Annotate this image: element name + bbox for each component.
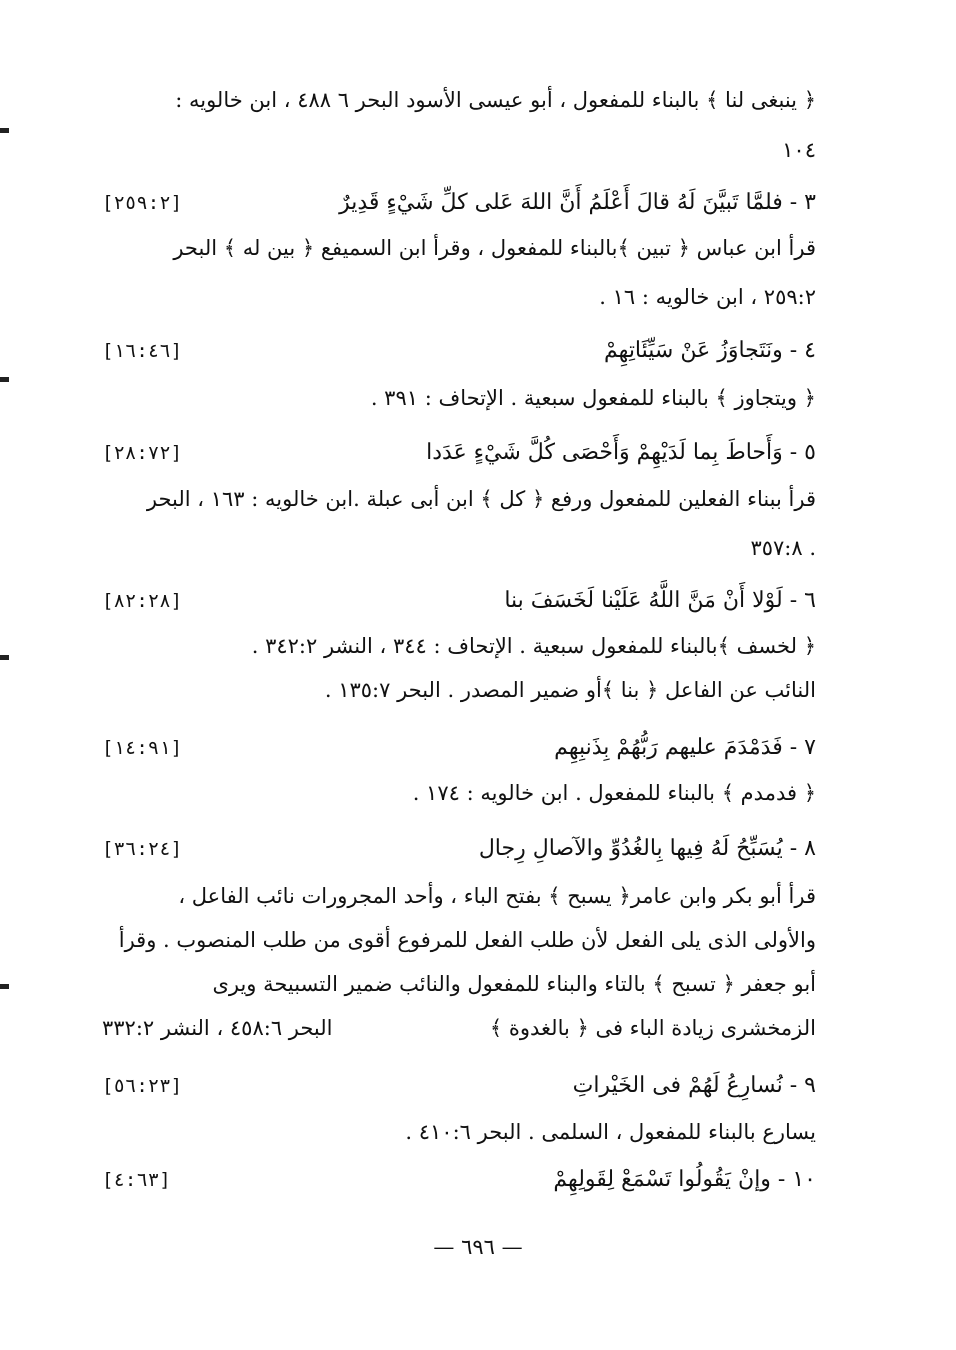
text-line — [100, 920, 816, 960]
text-line — [100, 80, 816, 120]
line-text: ﴿ لخسف ﴾بالبناء للمفعول سبعية . الإتحاف : ٣٤٤ ، النشر ٣٤٢:٢ . — [251, 634, 816, 658]
verse-reference: [١٦:٤٦] — [102, 340, 183, 362]
line-text: . ٣٥٧:٨ — [750, 536, 816, 560]
verse-reference: [٨٢:٢٨] — [102, 590, 183, 612]
line-text: ٢٥٩:٢ ، ابن خالويه : ١٦ . — [599, 285, 816, 309]
verse-reference: [٣٦:٢٤] — [102, 838, 183, 860]
text-line — [100, 670, 816, 710]
verse-text: ٧ - فَدَمْدَمَ عليهم رَبُّهُمْ بِذَنبِهِم — [554, 735, 816, 760]
line-text: ١٠٤ — [782, 138, 816, 162]
line-text: ﴿ فدمدم ﴾ بالبناء للمفعول . ابن خالويه : ١٧٤ . — [412, 781, 816, 805]
text-line — [100, 479, 816, 519]
margin-mark — [0, 655, 9, 660]
text-line — [100, 378, 816, 418]
line-text: أبو جعفر ﴿ تسبح ﴾ بالتاء والبناء للمفعول والنائب ضمير التسبيحة ويرى — [212, 972, 816, 996]
verse-line — [100, 829, 816, 869]
verse-text: ٣ - فلمَّا تَبيَّنَ لَهُ قالَ أَعْلَمُ أَنَّ اللهَ عَلى كلِّ شَيْءٍ قَدِيرٌ — [339, 190, 816, 215]
verse-text: ١٠ - وإنْ يَقُولُوا تَسْمَعْ لِقَولِهِمْ — [553, 1167, 816, 1192]
verse-text: ٦ - لَوْلا أَنْ مَنَّ اللَّهُ عَلَيْنا لَخَسَفَ بنا — [504, 588, 816, 613]
line-text: قرأ ببناء الفعلين للمفعول ورفع ﴿ كل ﴾ ابن أبى عبلة .ابن خالويه : ١٦٣ ، البحر — [146, 487, 816, 511]
verse-line — [100, 581, 816, 621]
text-line — [100, 626, 816, 666]
text-line — [100, 130, 816, 170]
line-text: يسارع بالبناء للمفعول ، السلمى . البحر ٤١٠:٦ . — [405, 1120, 816, 1144]
line-text: والأولى الذى يلى الفعل لأن طلب الفعل للمرفوع أقوى من طلب المنصوب . وقرأ — [118, 928, 816, 952]
verse-text: ٥ - وَأَحاطَ بِما لَدَيْهِمْ وَأَحْصَى كُلَّ شَيْءٍ عَدَدا — [426, 440, 816, 465]
text-line — [100, 528, 816, 568]
line-text: الزمخشرى زيادة الباء فى ﴿ بالغدوة ﴾ — [489, 1016, 816, 1040]
verse-text: ٩ - نُسارِعُ لَهُمْ فى الخَيْراتِ — [572, 1073, 816, 1098]
page-number: — ٦٩٦ — — [433, 1235, 523, 1259]
margin-mark — [0, 377, 9, 382]
verse-line — [100, 1160, 816, 1200]
line-text: قرأ أبو بكر وابن عامر﴿ يسبح ﴾ بفتح الباء ، وأحد المجرورات نائب الفاعل ، — [178, 884, 816, 908]
source-citation: البحر ٤٥٨:٦ ، النشر ٣٣٢:٢ — [102, 1016, 333, 1040]
margin-mark — [0, 984, 9, 989]
line-text: قرأ ابن عباس ﴿ تبين ﴾بالبناء للمفعول ، وقرأ ابن السميفع ﴿ بين له ﴾ البحر — [173, 236, 816, 260]
line-text: ﴿ ينبغى لنا ﴾ بالبناء للمفعول ، أبو عيسى الأسود البحر ٦ ٤٨٨ ، ابن خالويه : — [175, 88, 816, 112]
verse-line — [100, 331, 816, 371]
line-text: النائب عن الفاعل ﴿ بنا ﴾أو ضمير المصدر . البحر ١٣٥:٧ . — [324, 678, 816, 702]
text-line — [100, 964, 816, 1004]
verse-text: ٤ - ونَتَجاوَزُ عَنْ سَيِّئَاتِهِمْ — [604, 338, 816, 363]
verse-line — [100, 1066, 816, 1106]
text-line — [100, 1112, 816, 1152]
verse-line — [100, 433, 816, 473]
line-text: ﴿ ويتجاوز ﴾ بالبناء للمفعول سبعية . الإتحاف : ٣٩١ . — [370, 386, 816, 410]
verse-reference: [١٤:٩١] — [102, 737, 183, 759]
verse-line — [100, 728, 816, 768]
verse-line — [100, 183, 816, 223]
verse-reference: [٢٨:٧٢] — [102, 442, 183, 464]
text-line — [100, 228, 816, 268]
text-line — [100, 876, 816, 916]
text-line — [100, 277, 816, 317]
verse-text: ٨ - يُسَبِّحُ لَهُ فِيها بِالغُدُوِّ والآصالِ رِجال — [478, 836, 816, 861]
verse-reference: [٤:٦٣] — [102, 1169, 171, 1191]
text-line — [100, 773, 816, 813]
verse-reference: [٥٦:٢٣] — [102, 1075, 183, 1097]
verse-reference: [٢٥٩:٢] — [102, 192, 183, 214]
text-line — [100, 1008, 816, 1048]
margin-mark — [0, 128, 9, 133]
